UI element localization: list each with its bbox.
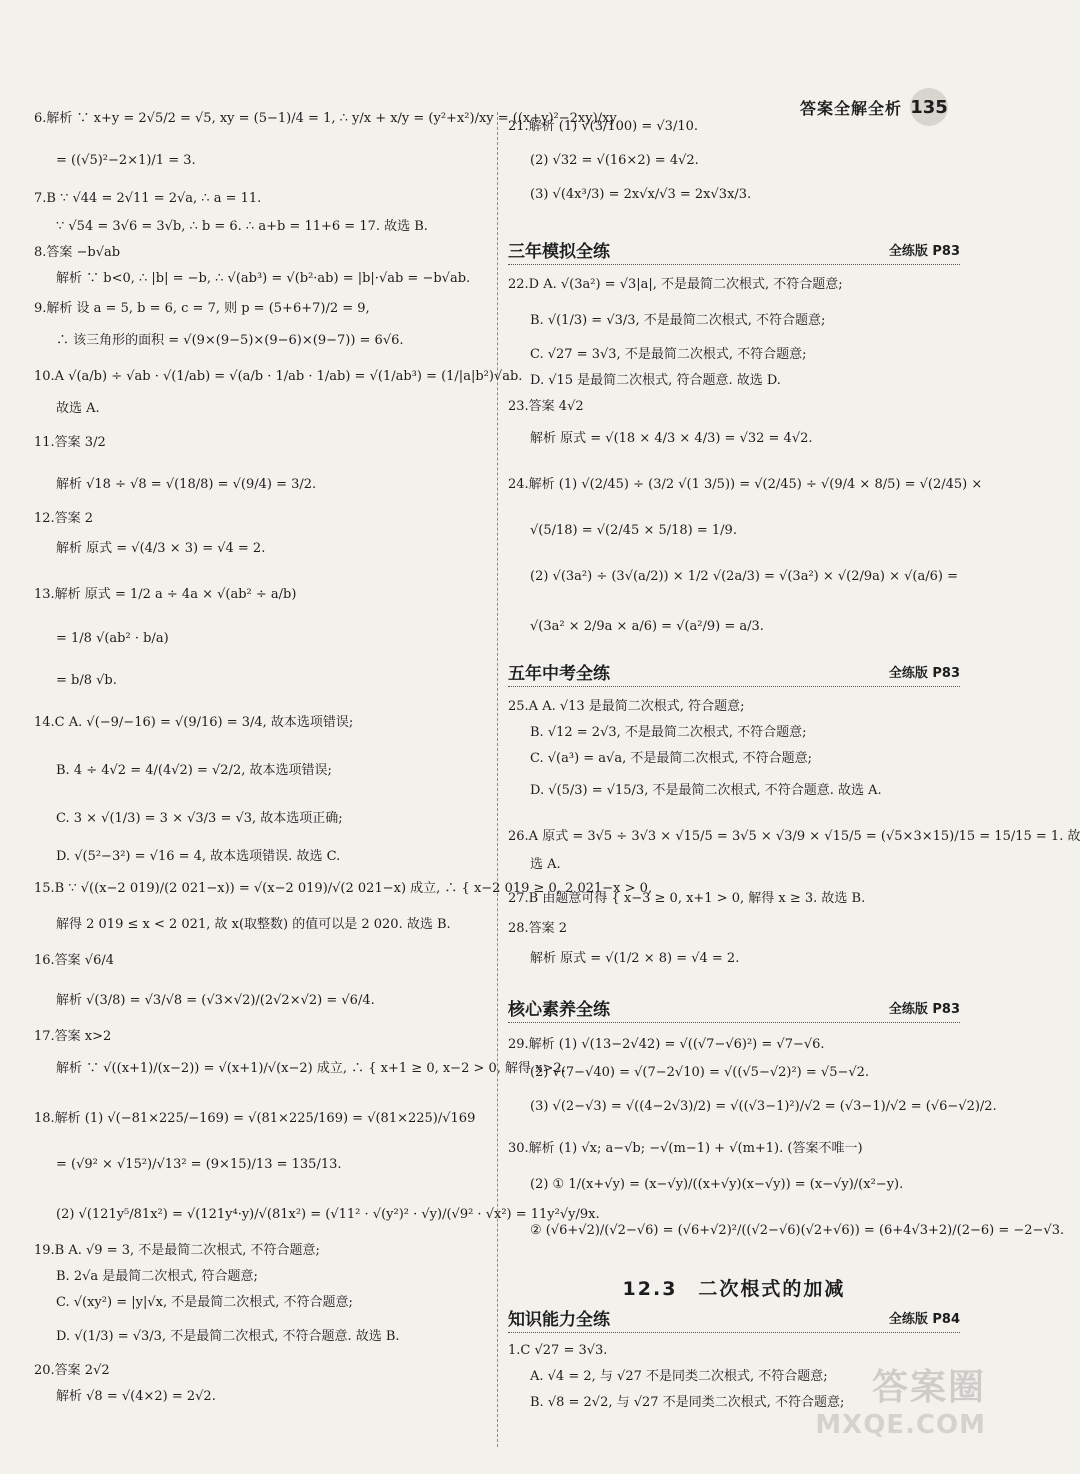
answer-24-line-4: √(3a² × 2/9a × a/6) = √(a²/9) = a/3.: [530, 619, 764, 634]
answer-25-option-c: C. √(a³) = a√a, 不是最简二次根式, 不符合题意;: [530, 751, 812, 766]
section-knowledge-ability: [508, 1308, 960, 1333]
answer-19-option-d: D. √(1/3) = √3/3, 不是最简二次根式, 不符合题意. 故选 B.: [56, 1329, 400, 1344]
answer-10-line-2: 故选 A.: [56, 401, 100, 416]
answer-22-option-b: B. √(1/3) = √3/3, 不是最简二次根式, 不符合题意;: [530, 313, 826, 328]
answer-26-line-1: 26.A 原式 = 3√5 ÷ 3√3 × √15/5 = 3√5 × √3/9 × √15/5 = (√5×3×15)/15 = 15/15 = 1. 故: [508, 829, 1080, 844]
section-core-literacy: [508, 998, 960, 1023]
answer-1-option-b: B. √8 = 2√2, 与 √27 不是同类二次根式, 不符合题意;: [530, 1395, 845, 1410]
answer-6-line-2: = ((√5)²−2×1)/1 = 3.: [56, 153, 196, 168]
answer-25-option-d: D. √(5/3) = √15/3, 不是最简二次根式, 不符合题意. 故选 A.: [530, 783, 882, 798]
answer-23-answer: 23.答案 4√2: [508, 399, 584, 414]
answer-14-option-d: D. √(5²−3²) = √16 = 4, 故本选项错误. 故选 C.: [56, 849, 341, 864]
answer-7-line-2: ∵ √54 = 3√6 = 3√b, ∴ b = 6. ∴ a+b = 11+6 = 17. 故选 B.: [56, 219, 428, 234]
answer-25-option-b: B. √12 = 2√3, 不是最简二次根式, 不符合题意;: [530, 725, 807, 740]
answer-24-line-2: √(5/18) = √(2/45 × 5/18) = 1/9.: [530, 523, 737, 538]
answer-8-analysis: 解析 ∵ b<0, ∴ |b| = −b, ∴ √(ab³) = √(b²·ab) = |b|·√ab = −b√ab.: [56, 271, 471, 286]
section-five-year-exam: [508, 662, 960, 687]
answer-21-part-2: (2) √32 = √(16×2) = 4√2.: [530, 153, 699, 168]
answer-19-option-b: B. 2√a 是最简二次根式, 符合题意;: [56, 1269, 258, 1284]
answer-22-option-d: D. √15 是最简二次根式, 符合题意. 故选 D.: [530, 373, 781, 388]
answer-1-option-a: A. √4 = 2, 与 √27 不是同类二次根式, 不符合题意;: [530, 1369, 828, 1384]
answer-28-answer: 28.答案 2: [508, 921, 568, 936]
watermark-url: MXQE.COM: [815, 1410, 986, 1440]
answer-22-option-c: C. √27 = 3√3, 不是最简二次根式, 不符合题意;: [530, 347, 807, 362]
page-number: 135: [910, 88, 948, 126]
answer-17-answer: 17.答案 x>2: [34, 1029, 112, 1044]
answer-14-option-c: C. 3 × √(1/3) = 3 × √3/3 = √3, 故本选项正确;: [56, 811, 343, 826]
answer-12-answer: 12.答案 2: [34, 511, 94, 526]
answer-22-option-a: 22.D A. √(3a²) = √3|a|, 不是最简二次根式, 不符合题意;: [508, 277, 843, 292]
section-title: 知识能力全练: [508, 1308, 616, 1333]
watermark-logo: 答案圈: [871, 1367, 986, 1408]
answer-11-answer: 11.答案 3/2: [34, 435, 106, 450]
section-ref: 全练版 P83: [888, 665, 960, 681]
answer-28-analysis: 解析 原式 = √(1/2 × 8) = √4 = 2.: [530, 951, 740, 966]
answer-13-line-3: = b/8 √b.: [56, 673, 117, 688]
answer-18-line-2: = (√9² × √15²)/√13² = (9×15)/13 = 135/13.: [56, 1157, 342, 1172]
answer-27: 27.B 由题意可得 { x−3 ≥ 0, x+1 > 0, 解得 x ≥ 3. 故选 B.: [508, 891, 866, 906]
answer-19-option-a: 19.B A. √9 = 3, 不是最简二次根式, 不符合题意;: [34, 1243, 320, 1258]
watermark: [815, 1359, 986, 1440]
answer-1: 1.C √27 = 3√3.: [508, 1343, 608, 1358]
answer-14-option-a: 14.C A. √(−9/−16) = √(9/16) = 3/4, 故本选项错误;: [34, 715, 354, 730]
answer-10-line-1: 10.A √(a/b) ÷ √ab · √(1/ab) = √(a/b · 1/ab · 1/ab) = √(1/ab³) = (1/|a|b²)√ab.: [34, 369, 523, 384]
section-three-year-mock: [508, 240, 960, 265]
answer-26-line-2: 选 A.: [530, 857, 561, 872]
answer-24-line-3: (2) √(3a²) ÷ (3√(a/2)) × 1/2 √(2a/3) = √(3a²) × √(2/9a) × √(a/6) =: [530, 569, 959, 584]
answer-24-line-1: 24.解析 (1) √(2/45) ÷ (3/2 √(1 3/5)) = √(2/45) ÷ √(9/4 × 8/5) = √(2/45) ×: [508, 477, 983, 492]
answer-21-part-3: (3) √(4x³/3) = 2x√x/√3 = 2x√3x/3.: [530, 187, 752, 202]
section-title: 核心素养全练: [508, 998, 616, 1023]
answer-20-analysis: 解析 √8 = √(4×2) = 2√2.: [56, 1389, 216, 1404]
answer-29-part-2: (2) √(7−√40) = √(7−2√10) = √((√5−√2)²) = √5−√2.: [530, 1065, 870, 1080]
answer-17-analysis: 解析 ∵ √((x+1)/(x−2)) = √(x+1)/√(x−2) 成立, ∴ { x+1 ≥ 0, x−2 > 0, 解得 x>2.: [56, 1061, 566, 1076]
section-ref: 全练版 P83: [888, 1001, 960, 1017]
section-ref: 全练版 P83: [888, 243, 960, 259]
answer-8-answer: 8.答案 −b√ab: [34, 245, 121, 260]
answer-12-analysis: 解析 原式 = √(4/3 × 3) = √4 = 2.: [56, 541, 266, 556]
answer-11-analysis: 解析 √18 ÷ √8 = √(18/8) = √(9/4) = 3/2.: [56, 477, 317, 492]
answer-29-part-3: (3) √(2−√3) = √((4−2√3)/2) = √((√3−1)²)/√2 = (√3−1)/√2 = (√6−√2)/2.: [530, 1099, 997, 1114]
answer-18-line-3: (2) √(121y⁵/81x²) = √(121y⁴·y)/√(81x²) = (√11² · √(y²)² · √y)/(√9² · √x²) = 11y²√y/9x.: [56, 1207, 600, 1222]
answer-21-part-1: 21.解析 (1) √(3/100) = √3/10.: [508, 119, 699, 134]
answer-6-line-1: 6.解析 ∵ x+y = 2√5/2 = √5, xy = (5−1)/4 = 1, ∴ y/x + x/y = (y²+x²)/xy = ((x+y)²−2xy)/xy: [34, 111, 617, 126]
right-column: [508, 110, 1080, 1450]
answer-9-line-2: ∴ 该三角形的面积 = √(9×(9−5)×(9−6)×(9−7)) = 6√6.: [56, 333, 404, 348]
answer-15-line-2: 解得 2 019 ≤ x < 2 021, 故 x(取整数) 的值可以是 2 020. 故选 B.: [56, 917, 451, 932]
answer-29-part-1: 29.解析 (1) √(13−2√42) = √((√7−√6)²) = √7−√6.: [508, 1037, 825, 1052]
chapter-title: 12.3 二次根式的加减: [622, 1278, 846, 1300]
answer-9-line-1: 9.解析 设 a = 5, b = 6, c = 7, 则 p = (5+6+7)/2 = 9,: [34, 301, 370, 316]
answer-18-line-1: 18.解析 (1) √(−81×225/−169) = √(81×225/169) = √(81×225)/√169: [34, 1111, 476, 1126]
section-title: 五年中考全练: [508, 662, 616, 687]
section-ref: 全练版 P84: [888, 1311, 960, 1327]
answer-14-option-b: B. 4 ÷ 4√2 = 4/(4√2) = √2/2, 故本选项错误;: [56, 763, 332, 778]
answer-30-part-2-1: (2) ① 1/(x+√y) = (x−√y)/((x+√y)(x−√y)) = (x−√y)/(x²−y).: [530, 1177, 904, 1192]
section-title: 三年模拟全练: [508, 240, 616, 265]
answer-23-analysis: 解析 原式 = √(18 × 4/3 × 4/3) = √32 = 4√2.: [530, 431, 813, 446]
answer-13-line-2: = 1/8 √(ab² · b/a): [56, 631, 169, 646]
answer-20-answer: 20.答案 2√2: [34, 1363, 110, 1378]
answer-30-part-1: 30.解析 (1) √x; a−√b; −√(m−1) + √(m+1). (答案不唯一): [508, 1141, 863, 1156]
answer-25-option-a: 25.A A. √13 是最简二次根式, 符合题意;: [508, 699, 745, 714]
answer-16-analysis: 解析 √(3/8) = √3/√8 = (√3×√2)/(2√2×√2) = √6/4.: [56, 993, 375, 1008]
answer-13-line-1: 13.解析 原式 = 1/2 a ÷ 4a × √(ab² ÷ a/b): [34, 587, 297, 602]
answer-16-answer: 16.答案 √6/4: [34, 953, 115, 968]
header-title: 答案全解全析: [799, 98, 902, 118]
answer-19-option-c: C. √(xy²) = |y|√x, 不是最简二次根式, 不符合题意;: [56, 1295, 353, 1310]
answer-7-line-1: 7.B ∵ √44 = 2√11 = 2√a, ∴ a = 11.: [34, 191, 262, 206]
answer-15-line-1: 15.B ∵ √((x−2 019)/(2 021−x)) = √(x−2 019)/√(2 021−x) 成立, ∴ { x−2 019 ≥ 0, 2 021−x > 0,: [34, 881, 653, 896]
answer-30-part-2-2: ② (√6+√2)/(√2−√6) = (√6+√2)²/((√2−√6)(√2+√6)) = (6+4√3+2)/(2−6) = −2−√3.: [530, 1223, 1065, 1238]
